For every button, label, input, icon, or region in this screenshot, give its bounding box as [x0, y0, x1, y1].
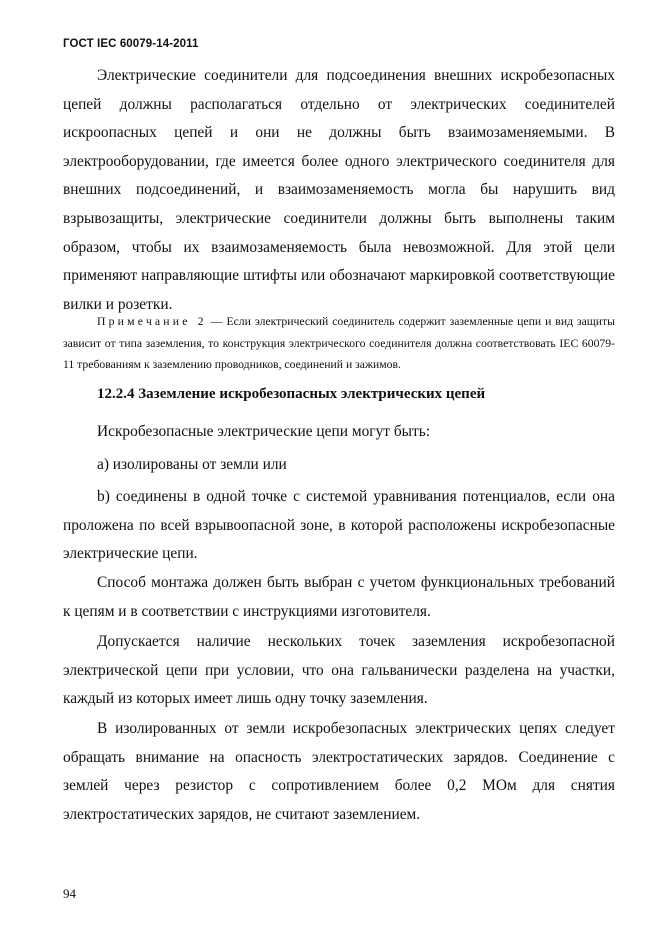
paragraph-intro: Искробезопасные электрические цепи могут быть:: [97, 423, 431, 440]
document-code-header: ГОСТ IEC 60079-14-2011: [63, 38, 199, 50]
note-label: Примечание 2: [97, 315, 207, 328]
note-2: [63, 311, 615, 376]
note-text: Если электрический соединитель содержит заземленные цепи и вид защиты зависит от типа заземления, то конструкция электрического соединителя должна соответствовать IEC 60079-11 требованиям к заземлению проводников, соединений и зажимов.: [63, 315, 615, 371]
note-dash: —: [206, 315, 227, 328]
section-heading: 12.2.4 Заземление искробезопасных электрических цепей: [97, 386, 486, 402]
paragraph-installation-method: Способ монтажа должен быть выбран с учетом функциональных требований к цепям и в соответствии с инструкциями изготовителя.: [63, 574, 615, 620]
paragraph-connectors: Электрические соединители для подсоединения внешних искробезопасных цепей должны располагаться отдельно от электрических соединителей искроопасных цепей и они не должны быть взаимозаменяемыми. В электрооборудовании, где имеется более одного электрического соединителя для внешних подсоединений, и взаимозаменяемость могла бы нарушить вид взрывозащиты, электрические соединители должны быть выполнены таким образом, чтобы их взаимозаменяемость была невозможной. Для этой цели применяют направляющие штифты или обозначают маркировкой соответствующие вилки и розетки.: [63, 67, 615, 313]
list-item-b: b) соединены в одной точке с системой уравнивания потенциалов, если она проложена по всей взрывоопасной зоне, в которой расположены искробезопасные электрические цепи.: [63, 488, 615, 563]
paragraph-isolated-circuits: В изолированных от земли искробезопасных электрических цепях следует обращать внимание на опасность электростатических зарядов. Соединение с землей через резистор с сопротивлением более 0,2 МОм для снятия электростатических зарядов, не считают заземлением.: [63, 720, 615, 823]
page-number: 94: [63, 886, 76, 901]
list-item-a: a) изолированы от земли или: [97, 456, 287, 473]
paragraph-multiple-grounding: Допускается наличие нескольких точек заземления искробезопасной электрической цепи при условии, что она гальванически разделена на участки, каждый из которых имеет лишь одну точку заземления.: [63, 633, 615, 708]
